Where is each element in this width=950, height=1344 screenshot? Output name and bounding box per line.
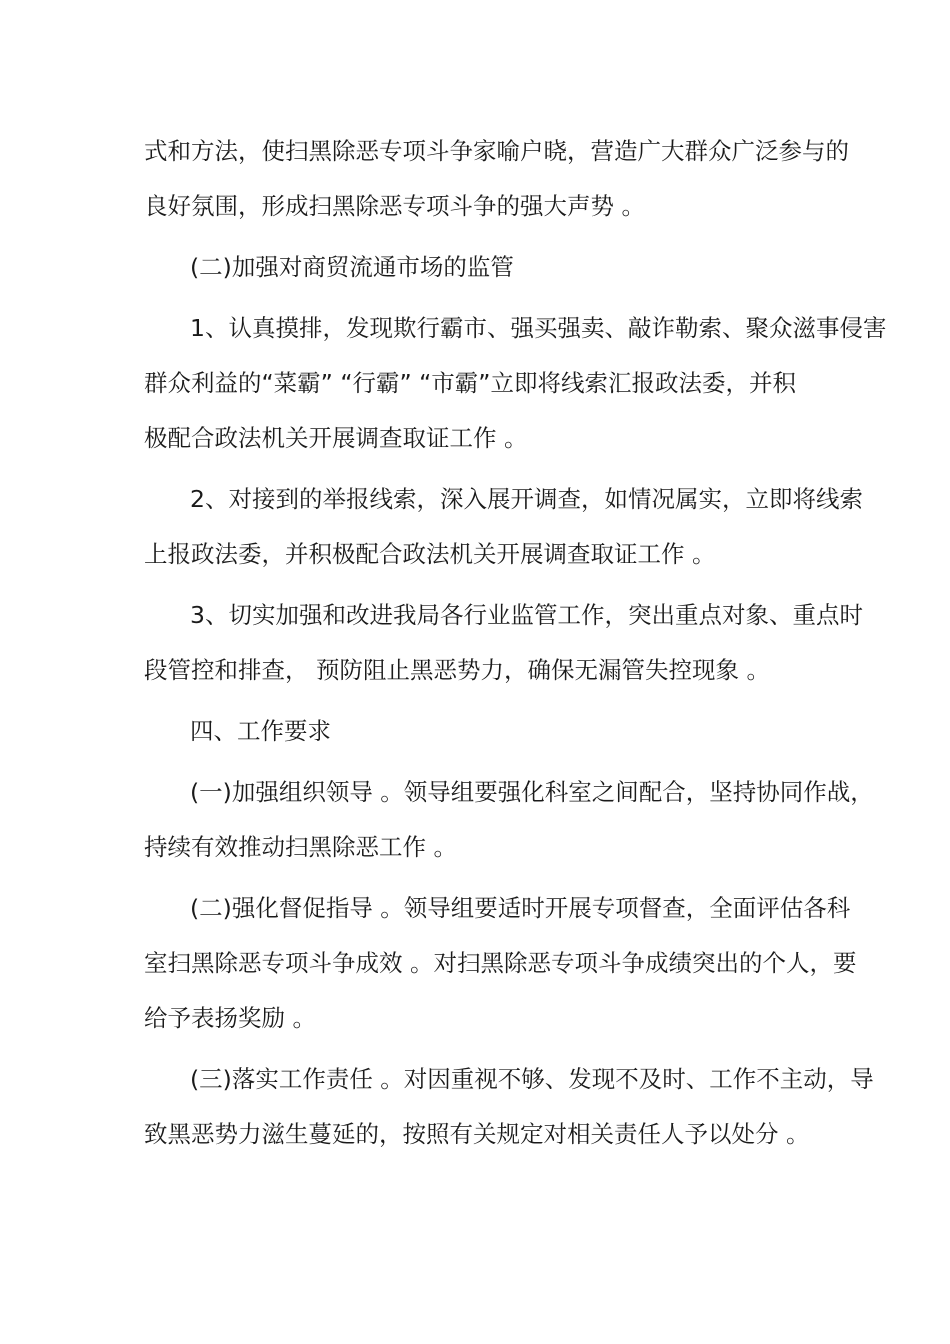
text-line: 群众利益的“菜霸” “行霸” “市霸”立即将线索汇报政法委，并积 (144, 369, 796, 397)
paragraph-requirement-2 (144, 881, 857, 1046)
text-line: (二)加强对商贸流通市场的监管 (190, 253, 514, 281)
section-heading-market-supervision (144, 240, 824, 295)
text-line: 持续有效推动扫黑除恶工作 。 (144, 833, 457, 861)
text-line: 式和方法，使扫黑除恶专项斗争家喻户晓，营造广大群众广泛参与的 (144, 137, 849, 165)
text-line: 四、工作要求 (190, 717, 331, 745)
text-line: 2、对接到的举报线索，深入展开调查，如情况属实，立即将线索 (190, 485, 863, 513)
text-line: 致黑恶势力滋生蔓延的，按照有关规定对相关责任人予以处分 。 (144, 1120, 810, 1148)
text-line: 上报政法委，并积极配合政法机关开展调查取证工作 。 (144, 540, 716, 568)
text-line: 1、认真摸排，发现欺行霸市、强买强卖、敲诈勒索、聚众滋事侵害 (190, 314, 887, 342)
text-line: (二)强化督促指导 。领导组要适时开展专项督查，全面评估各科 (190, 894, 851, 922)
text-line: 3、切实加强和改进我局各行业监管工作，突出重点对象、重点时 (190, 601, 863, 629)
text-line: (一)加强组织领导 。领导组要强化科室之间配合，坚持协同作战， (190, 778, 874, 806)
paragraph-requirement-1 (144, 765, 874, 875)
text-line: 良好氛围，形成扫黑除恶专项斗争的强大声势 。 (144, 192, 645, 220)
paragraph-item-3 (144, 588, 863, 698)
paragraph-continuation (144, 124, 849, 234)
paragraph-requirement-3 (144, 1052, 874, 1162)
paragraph-item-1 (144, 301, 887, 466)
document-body (144, 124, 887, 1168)
text-line: (三)落实工作责任 。对因重视不够、发现不及时、工作不主动，导 (190, 1065, 874, 1093)
text-line: 段管控和排查， 预防阻止黑恶势力，确保无漏管失控现象 。 (144, 656, 770, 684)
text-line: 极配合政法机关开展调查取证工作 。 (144, 424, 528, 452)
text-line: 给予表扬奖励 。 (144, 1004, 316, 1032)
paragraph-item-2 (144, 472, 863, 582)
text-line: 室扫黑除恶专项斗争成效 。对扫黑除恶专项斗争成绩突出的个人，要 (144, 949, 857, 977)
section-heading-work-requirements (144, 704, 824, 759)
